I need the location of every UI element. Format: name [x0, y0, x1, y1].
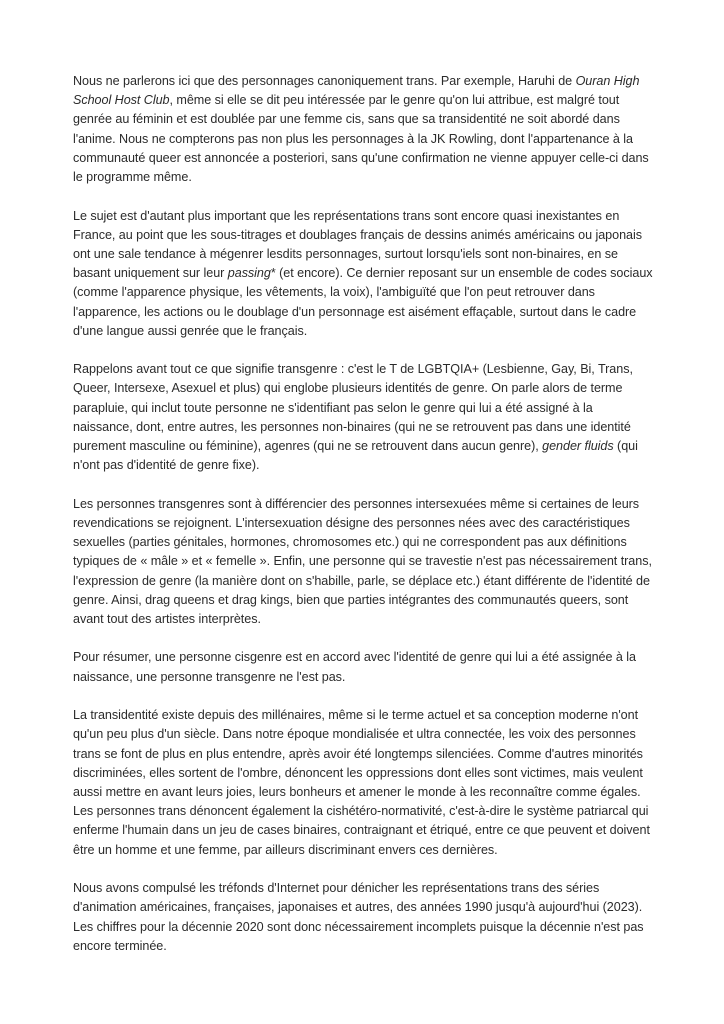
text-segment: , même si elle se dit peu intéressée par le genre qu'on lui attribue, est malgré tout genrée au féminin et est doublée par une femme cis, sans que sa transidentité ne soit abordé dans l'anime. Nous ne compterons pas non plus les personnages à la JK Rowling, dont l'appartenance à la communauté queer est annoncée a posteriori, sans qu'une confirmation ne vienne appuyer celle-ci dans le programme même. [73, 93, 649, 185]
paragraph-intersex-distinction [73, 495, 655, 629]
text-segment: * (et encore). Ce dernier reposant sur un ensemble de codes sociaux (comme l'apparence physique, les vêtements, la voix), l'ambiguïté que l'on peut retrouver dans l'apparence, les actions ou le doublage d'un personnage est aisément effaçable, surtout dans le cadre d'une langue aussi genrée que le français. [73, 266, 653, 338]
text-segment: Les personnes transgenres sont à différencier des personnes intersexuées même si certaines de leurs revendications se rejoignent. L'intersexuation désigne des personnes nées avec des caractéristiques sexuelles (parties génitales, hormones, chromosomes etc.) qui ne correspondent pas aux définitions typiques de « mâle » et « femelle ». Enfin, une personne qui se travestie n'est pas nécessairement trans, l'expression de genre (la manière dont on s'habille, parle, se déplace etc.) étant différente de l'identité de genre. Ainsi, drag queens et drag kings, bien que parties intégrantes des communautés queers, sont avant tout des artistes interprètes. [73, 496, 652, 626]
text-segment: (qui n'ont pas d'identité de genre fixe). [73, 439, 638, 473]
italic-title-ouran: Ouran High School Host Club [73, 74, 640, 108]
paragraph-methodology [73, 879, 655, 956]
text-segment: Pour résumer, une personne cisgenre est en accord avec l'identité de genre qui lui a été assignée à la naissance, une personne transgenre ne l'est pas. [73, 650, 636, 684]
paragraph-subject-importance [73, 207, 655, 341]
text-segment: Nous ne parlerons ici que des personnages canoniquement trans. Par exemple, Haruhi de [73, 74, 576, 88]
paragraph-history-transidentity [73, 706, 655, 860]
text-segment: Rappelons avant tout ce que signifie transgenre : c'est le T de LGBTQIA+ (Lesbienne, Gay, Bi, Trans, Queer, Intersexe, Asexuel et plus) qui englobe plusieurs identités de genre. On parle alors de terme parapluie, qui inclut toute personne ne s'identifiant pas selon le genre qui lui a été assigné à la naissance, dont, entre autres, les personnes non-binaires (qui ne se retrouvent pas dans une identité purement masculine ou féminine), agenres (qui ne se retrouvent dans aucun genre), [73, 362, 633, 454]
paragraph-canonical-characters [73, 72, 655, 187]
paragraph-summary-cisgender [73, 648, 655, 686]
text-segment: Nous avons compulsé les tréfonds d'Internet pour dénicher les représentations trans des séries d'animation américaines, françaises, japonaises et autres, des années 1990 jusqu'à aujourd'hui (2023). Les chiffres pour la décennie 2020 sont donc nécessairement incomplets puisque la décennie n'est pas encore terminée. [73, 881, 644, 953]
italic-term-passing: passing [227, 266, 271, 281]
paragraph-transgender-definition [73, 360, 655, 475]
text-segment: La transidentité existe depuis des millénaires, même si le terme actuel et sa conception moderne n'ont qu'un peu plus d'un siècle. Dans notre époque mondialisée et ultra connectée, les voix des personnes trans se font de plus en plus entendre, après avoir été longtemps silenciées. Comme d'autres minorités discriminées, elles sortent de l'ombre, dénoncent les oppressions dont elles sont victimes, mais veulent aussi mettre en avant leurs joies, leurs bonheurs et amener le monde à les reconnaître comme égales. Les personnes trans dénoncent également la cishétéro-normativité, c'est-à-dire le système patriarcal qui enferme l'humain dans un jeu de cases binaires, contraignant et étriqué, entre ce que peuvent et doivent être un homme et une femme, par ailleurs discriminant envers ces dernières. [73, 708, 650, 857]
document-body [73, 72, 655, 975]
italic-term-gender-fluids: gender fluids [542, 439, 614, 454]
text-segment: Le sujet est d'autant plus important que les représentations trans sont encore quasi inexistantes en France, au point que les sous-titrages et doublages français de dessins animés américains ou japonais ont une sale tendance à mégenrer lesdits personnages, surtout lorsqu'iels sont non-binaires, en se basant uniquement sur leur [73, 208, 642, 281]
